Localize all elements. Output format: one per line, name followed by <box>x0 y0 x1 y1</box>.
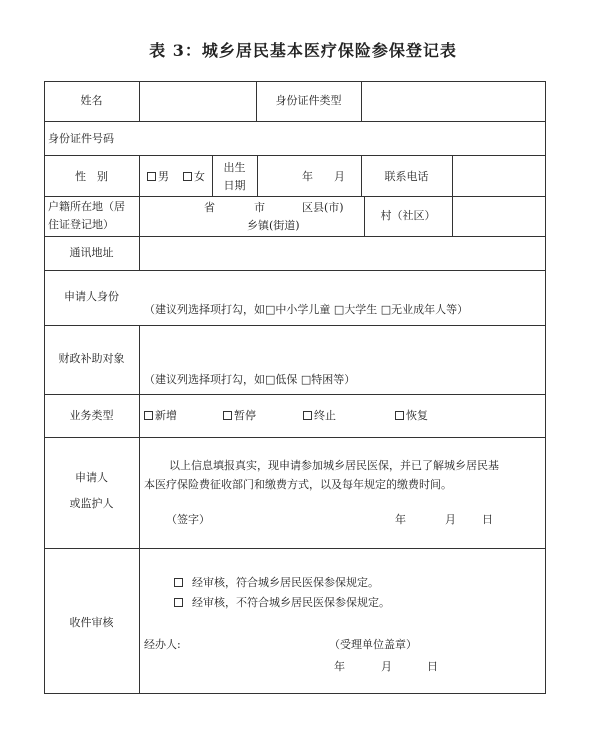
checkbox-icon <box>174 578 183 587</box>
phone-field[interactable] <box>455 161 543 191</box>
address-field[interactable] <box>144 241 540 267</box>
birth-year-label: 年 <box>302 170 313 183</box>
sign-year-label: 年 <box>395 513 406 526</box>
checkbox-icon <box>395 411 404 420</box>
birth-label-line2: 日期 <box>223 179 246 192</box>
page-title: 表 3：城乡居民基本医疗保险参保登记表 <box>149 41 457 60</box>
gender-option-female[interactable]: 女 <box>183 169 205 185</box>
id-number-field[interactable] <box>144 125 540 153</box>
business-option-resume[interactable]: 恢复 <box>395 408 428 424</box>
review-option-approved[interactable]: 经审核，符合城乡居民医保参保规定。 <box>174 575 379 591</box>
district-label: 区县(市) <box>302 201 344 214</box>
household-label-line1: 户籍所在地（居 <box>48 200 125 213</box>
sign-day-label: 日 <box>482 513 493 526</box>
checkbox-icon <box>183 172 192 181</box>
checkbox-icon <box>144 411 153 420</box>
review-label: 收件审核 <box>69 616 114 629</box>
province-label: 省 <box>204 201 215 214</box>
signature-field[interactable] <box>214 506 384 530</box>
declaration-line2: 本医疗保险费征收部门和缴费方式，以及每年规定的缴费时间。 <box>144 478 452 491</box>
business-type-label: 业务类型 <box>69 409 114 422</box>
applicant-label-line2: 或监护人 <box>69 497 114 510</box>
signature-label: （签字） <box>166 513 210 526</box>
review-year-label: 年 <box>334 660 345 673</box>
id-type-field[interactable] <box>364 87 542 117</box>
review-option-rejected[interactable]: 经审核，不符合城乡居民医保参保规定。 <box>174 595 390 611</box>
stamp-label: （受理单位盖章） <box>329 638 417 651</box>
handler-label: 经办人: <box>144 638 181 651</box>
business-option-pause[interactable]: 暂停 <box>223 408 256 424</box>
business-option-terminate[interactable]: 终止 <box>303 408 336 424</box>
subsidy-hint: （建议列选择项打勾，如□低保 □特困等） <box>144 373 356 386</box>
id-number-label: 身份证件号码 <box>48 132 114 145</box>
handler-field[interactable] <box>189 633 309 655</box>
subsidy-label: 财政补助对象 <box>58 352 125 365</box>
village-field[interactable] <box>455 201 543 231</box>
village-label: 村（社区） <box>380 209 436 222</box>
id-type-label: 身份证件类型 <box>275 94 342 107</box>
checkbox-icon <box>147 172 156 181</box>
applicant-identity-label: 申请人身份 <box>64 290 119 303</box>
city-label: 市 <box>254 201 265 214</box>
business-option-new[interactable]: 新增 <box>144 408 177 424</box>
registration-form-table <box>44 81 546 694</box>
gender-label: 性 别 <box>75 170 108 183</box>
checkbox-icon <box>303 411 312 420</box>
review-day-label: 日 <box>427 660 438 673</box>
name-field[interactable] <box>141 87 255 117</box>
gender-option-male[interactable]: 男 <box>147 169 169 185</box>
birth-label-line1: 出生 <box>223 161 246 174</box>
sign-month-label: 月 <box>445 513 456 526</box>
household-label-line2: 住证登记地） <box>48 218 114 231</box>
identity-hint: （建议列选择项打勾，如□中小学儿童 □大学生 □无业成年人等） <box>144 303 469 316</box>
checkbox-icon <box>174 598 183 607</box>
name-label: 姓名 <box>80 94 103 107</box>
applicant-label-line1: 申请人 <box>75 471 108 484</box>
birth-month-label: 月 <box>334 170 345 183</box>
review-month-label: 月 <box>381 660 392 673</box>
town-label: 乡镇(街道) <box>247 219 300 232</box>
phone-label: 联系电话 <box>384 170 429 183</box>
checkbox-icon <box>223 411 232 420</box>
declaration-line1: 以上信息填报真实，现申请参加城乡居民医保，并已了解城乡居民基 <box>169 459 499 472</box>
address-label: 通讯地址 <box>69 246 114 259</box>
